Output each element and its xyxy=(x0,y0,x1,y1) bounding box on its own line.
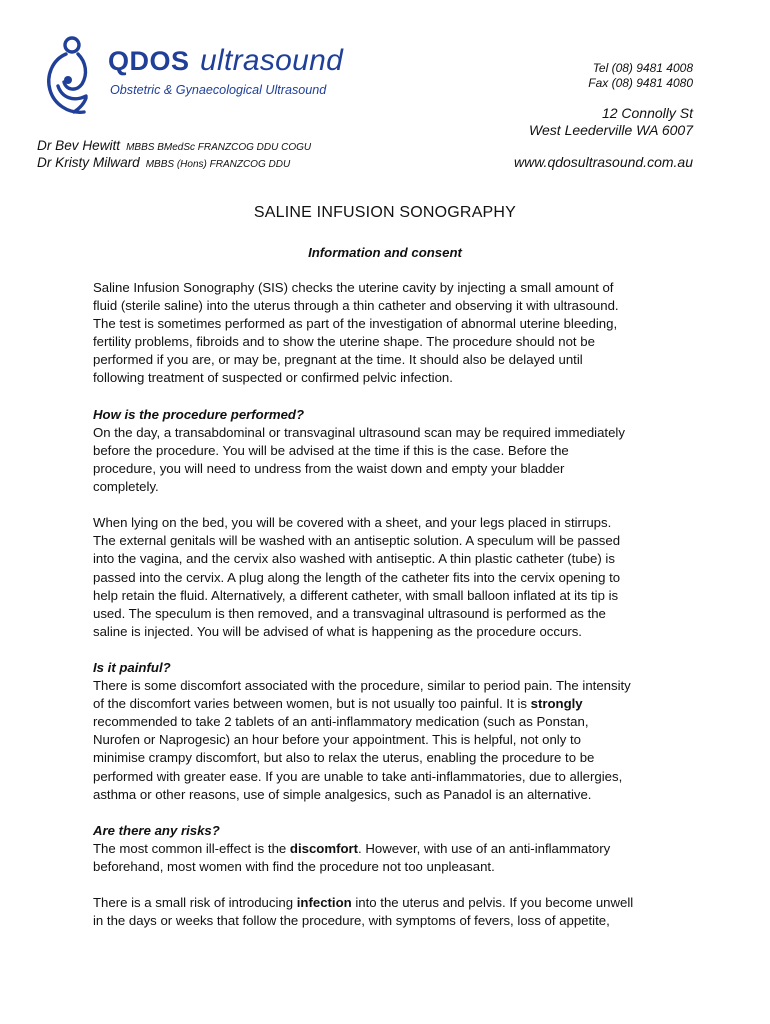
doctor-row xyxy=(37,155,290,170)
risks-text: . However, with use of an anti-inflammatory xyxy=(358,840,611,856)
emphasis-infection: infection xyxy=(296,895,352,911)
pain-line: recommended to take 2 tablets of an anti-inflammatory medication (such as Ponstan, xyxy=(93,714,589,730)
procedure-line: completely. xyxy=(93,479,159,495)
document-subtitle: Information and consent xyxy=(308,245,462,260)
pain-line: performed with greater ease. If you are unable to take anti-inflammatories, due to allergies, xyxy=(93,768,623,784)
intro-line: fluid (sterile saline) into the uterus through a thin catheter and observing it with ultrasound. xyxy=(93,298,619,314)
emphasis-strongly: strongly xyxy=(530,696,583,712)
section-heading-pain: Is it painful? xyxy=(93,659,171,675)
pain-text: of the discomfort varies between women, but is not usually too painful. It is xyxy=(93,696,531,712)
procedure-line: When lying on the bed, you will be covered with a sheet, and your legs placed in stirrups. xyxy=(93,515,612,531)
brand-name-qdos: QDOS xyxy=(108,46,190,76)
procedure-line: help retain the fluid. Alternatively, a different catheter, with small balloon inflated at its tip is xyxy=(93,587,619,603)
contact-fax: Fax (08) 9481 4080 xyxy=(588,76,693,90)
intro-line: The test is sometimes performed as part of the investigation of abnormal uterine bleeding, xyxy=(93,316,618,332)
procedure-line: before the procedure. You will be advised at the time if this is the case. Before the xyxy=(93,442,569,458)
risks-text: There is a small risk of introducing xyxy=(93,895,297,911)
intro-line: Saline Infusion Sonography (SIS) checks the uterine cavity by injecting a small amount of xyxy=(93,280,614,295)
procedure-line: used. The speculum is then removed, and a transvaginal ultrasound is performed as the xyxy=(93,605,606,621)
risks-line: beforehand, most women with find the procedure not too unpleasant. xyxy=(93,859,495,874)
intro-line: fertility problems, fibroids and to show the uterine shape. The procedure should not be xyxy=(93,334,595,350)
pain-line: Nurofen or Naprogesic) an hour before your appointment. This is helpful, not only to xyxy=(93,732,581,748)
procedure-line: saline is injected. You will be advised of what is happening as the procedure occurs. xyxy=(93,623,582,639)
risks-text: into the uterus and pelvis. If you become unwell xyxy=(351,895,634,911)
contact-address-line1: 12 Connolly St xyxy=(601,105,693,121)
section-heading-procedure: How is the procedure performed? xyxy=(93,406,305,422)
risks-line xyxy=(93,840,683,858)
doctor-name: Dr Bev Hewitt xyxy=(37,138,121,153)
pain-line xyxy=(93,695,683,713)
pain-line: There is some discomfort associated with the procedure, similar to period pain. The intensity xyxy=(93,678,631,694)
doctor-qualifications: MBBS BMedSc FRANZCOG DDU COGU xyxy=(126,142,312,153)
pain-line: minimise crampy discomfort, but also to relax the uterus, enabling the procedure to be xyxy=(93,750,595,766)
risks-line xyxy=(93,894,683,912)
doctor-name: Dr Kristy Milward xyxy=(37,155,140,170)
procedure-line: passed into the cervix. A plug along the length of the catheter fits into the cervix opening to xyxy=(93,569,621,585)
risks-text: The most common ill-effect is the xyxy=(93,840,290,856)
document-body xyxy=(93,279,683,930)
pain-line: asthma or other reasons, use of simple analgesics, such as Panadol is an alternative. xyxy=(93,786,592,802)
brand-tagline: Obstetric & Gynaecological Ultrasound xyxy=(110,83,327,97)
procedure-line: On the day, a transabdominal or transvaginal ultrasound scan may be required immediately xyxy=(93,424,625,440)
doctor-row xyxy=(37,138,311,153)
contact-address-line2: West Leederville WA 6007 xyxy=(529,122,693,138)
intro-line: performed if you are, or may be, pregnant at the time. It should also be delayed until xyxy=(93,352,583,368)
procedure-line: The external genitals will be washed with an antiseptic solution. A speculum will be passed xyxy=(93,533,621,549)
procedure-line: into the vagina, and the cervix also washed with antiseptic. A thin plastic catheter (tube) is xyxy=(93,551,615,567)
doctor-qualifications: MBBS (Hons) FRANZCOG DDU xyxy=(145,159,291,170)
emphasis-discomfort: discomfort xyxy=(289,840,359,856)
contact-website: www.qdosultrasound.com.au xyxy=(514,154,693,170)
document-title: SALINE INFUSION SONOGRAPHY xyxy=(253,204,517,221)
brand-name-ultrasound: ultrasound xyxy=(200,44,344,77)
contact-tel: Tel (08) 9481 4008 xyxy=(592,61,693,75)
procedure-line: procedure, you will need to undress from the waist down and empty your bladder xyxy=(93,460,565,476)
section-heading-risks: Are there any risks? xyxy=(93,822,220,838)
intro-line: following treatment of suspected or confirmed pelvic infection. xyxy=(93,370,453,386)
risks-line: in the days or weeks that follow the procedure, with symptoms of fevers, loss of appetite, xyxy=(93,913,610,929)
